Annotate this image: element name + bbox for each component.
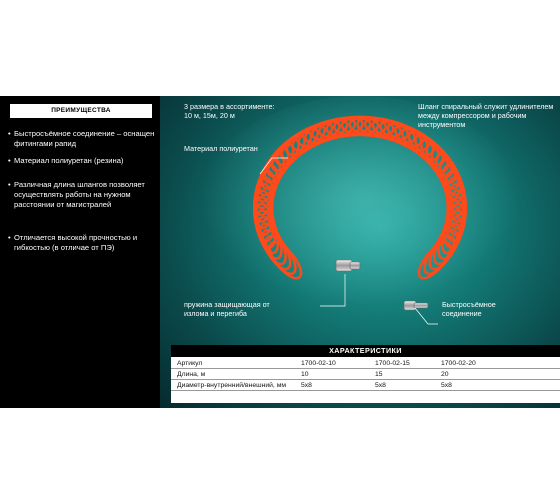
material-callout: Материал полиуретан — [184, 144, 258, 153]
sizes-callout: 3 размера в ассортименте: 10 м, 15м, 20 м — [184, 102, 275, 120]
benefit-text: Отличается высокой прочностью и гибкостью (в отличае от ПЭ) — [14, 233, 138, 252]
benefit-item — [8, 180, 156, 210]
spec-value: 10 — [301, 371, 309, 378]
bullet-icon: • — [8, 129, 11, 138]
spec-label: Диаметр-внутренний/внешний, мм — [177, 382, 287, 389]
spec-value: 5х8 — [375, 382, 386, 389]
spec-value: 5х8 — [441, 382, 452, 389]
benefits-heading: ПРЕИМУЩЕСТВА — [10, 104, 152, 118]
spec-value: 5х8 — [301, 382, 312, 389]
spec-value: 1700-02-20 — [441, 360, 476, 367]
table-row — [171, 381, 560, 391]
table-row — [171, 359, 560, 369]
benefit-item — [8, 233, 156, 253]
spec-value: 20 — [441, 371, 449, 378]
spring-callout: пружина защищающая от излома и перегиба — [184, 300, 270, 318]
product-banner — [0, 96, 560, 408]
specs-title: ХАРАКТЕРИСТИКИ — [171, 345, 560, 357]
benefit-item — [8, 156, 156, 166]
bullet-icon: • — [8, 156, 11, 165]
spec-value: 1700-02-10 — [301, 360, 336, 367]
connector-callout: Быстросъёмное соединение — [442, 300, 496, 318]
table-row — [171, 370, 560, 380]
spec-label: Артикул — [177, 360, 203, 367]
description-callout: Шланг спиральный служит удлинителем между компрессором и рабочим инструментом — [418, 102, 554, 129]
benefits-panel — [0, 96, 160, 408]
bullet-icon: • — [8, 233, 11, 242]
spec-value: 1700-02-15 — [375, 360, 410, 367]
spec-value: 15 — [375, 371, 383, 378]
benefit-item — [8, 129, 156, 149]
specs-table — [171, 345, 560, 403]
bullet-icon: • — [8, 180, 11, 189]
benefit-text: Материал полиуретан (резина) — [14, 156, 124, 165]
benefit-text: Различная длина шлангов позволяет осуществлять работы на нужном расстоянии от магистралей — [14, 180, 145, 209]
benefit-text: Быстросъёмное соединение – оснащен фитингами рапид — [14, 129, 155, 148]
spec-label: Длина, м — [177, 371, 206, 378]
